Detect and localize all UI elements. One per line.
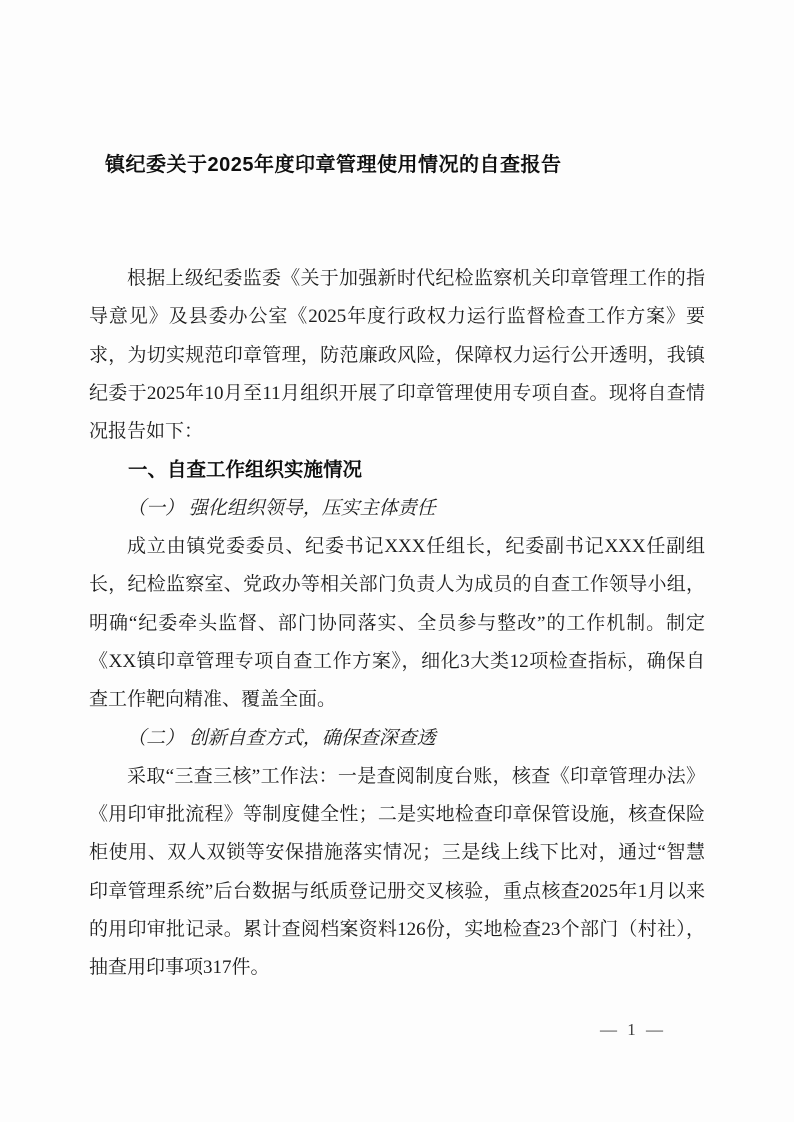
document-title: 镇纪委关于2025年度印章管理使用情况的自查报告 <box>105 154 562 176</box>
subsection-1-1-heading: （一） 强化组织领导，压实主体责任 <box>127 497 436 519</box>
subsection-1-1-paragraph: 成立由镇党委委员、纪委书记XXX任组长，纪委副书记XXX任副组长，纪检监察室、党政办等相关部门负责人为成员的自查工作领导小组，明确“纪委牵头监督、部门协同落实、全员参与整改”的工作机制。制定《XX镇印章管理专项自查工作方案》，细化3大类12项检查指标，确保自查工作靶向精准、覆盖全面。 <box>89 536 705 711</box>
subsection-1-2-heading: （二） 创新自查方式，确保查深查透 <box>127 727 436 749</box>
intro-paragraph: 根据上级纪委监委《关于加强新时代纪检监察机关印章管理工作的指导意见》及县委办公室《2025年度行政权力运行监督检查工作方案》要求，为切实规范印章管理，防范廉政风险，保障权力运行公开透明，我镇纪委于2025年10月至11月组织开展了印章管理使用专项自查。现将自查情况报告如下： <box>89 268 705 443</box>
section-1-heading: 一、自查工作组织实施情况 <box>128 459 363 482</box>
page-footer <box>600 1020 666 1040</box>
document-content <box>89 150 705 988</box>
subsection-1-2-paragraph: 采取“三查三核”工作法：一是查阅制度台账，核查《印章管理办法》《用印审批流程》等制度健全性；二是实地检查印章保管设施，核查保险柜使用、双人双锁等安保措施落实情况；三是线上线下比对，通过“智慧印章管理系统”后台数据与纸质登记册交叉核验，重点核查2025年1月以来的用印审批记录。累计查阅档案资料126份，实地检查23个部门（村社），抽查用印事项317件。 <box>89 765 705 979</box>
page-number: — 1 — <box>600 1020 666 1039</box>
